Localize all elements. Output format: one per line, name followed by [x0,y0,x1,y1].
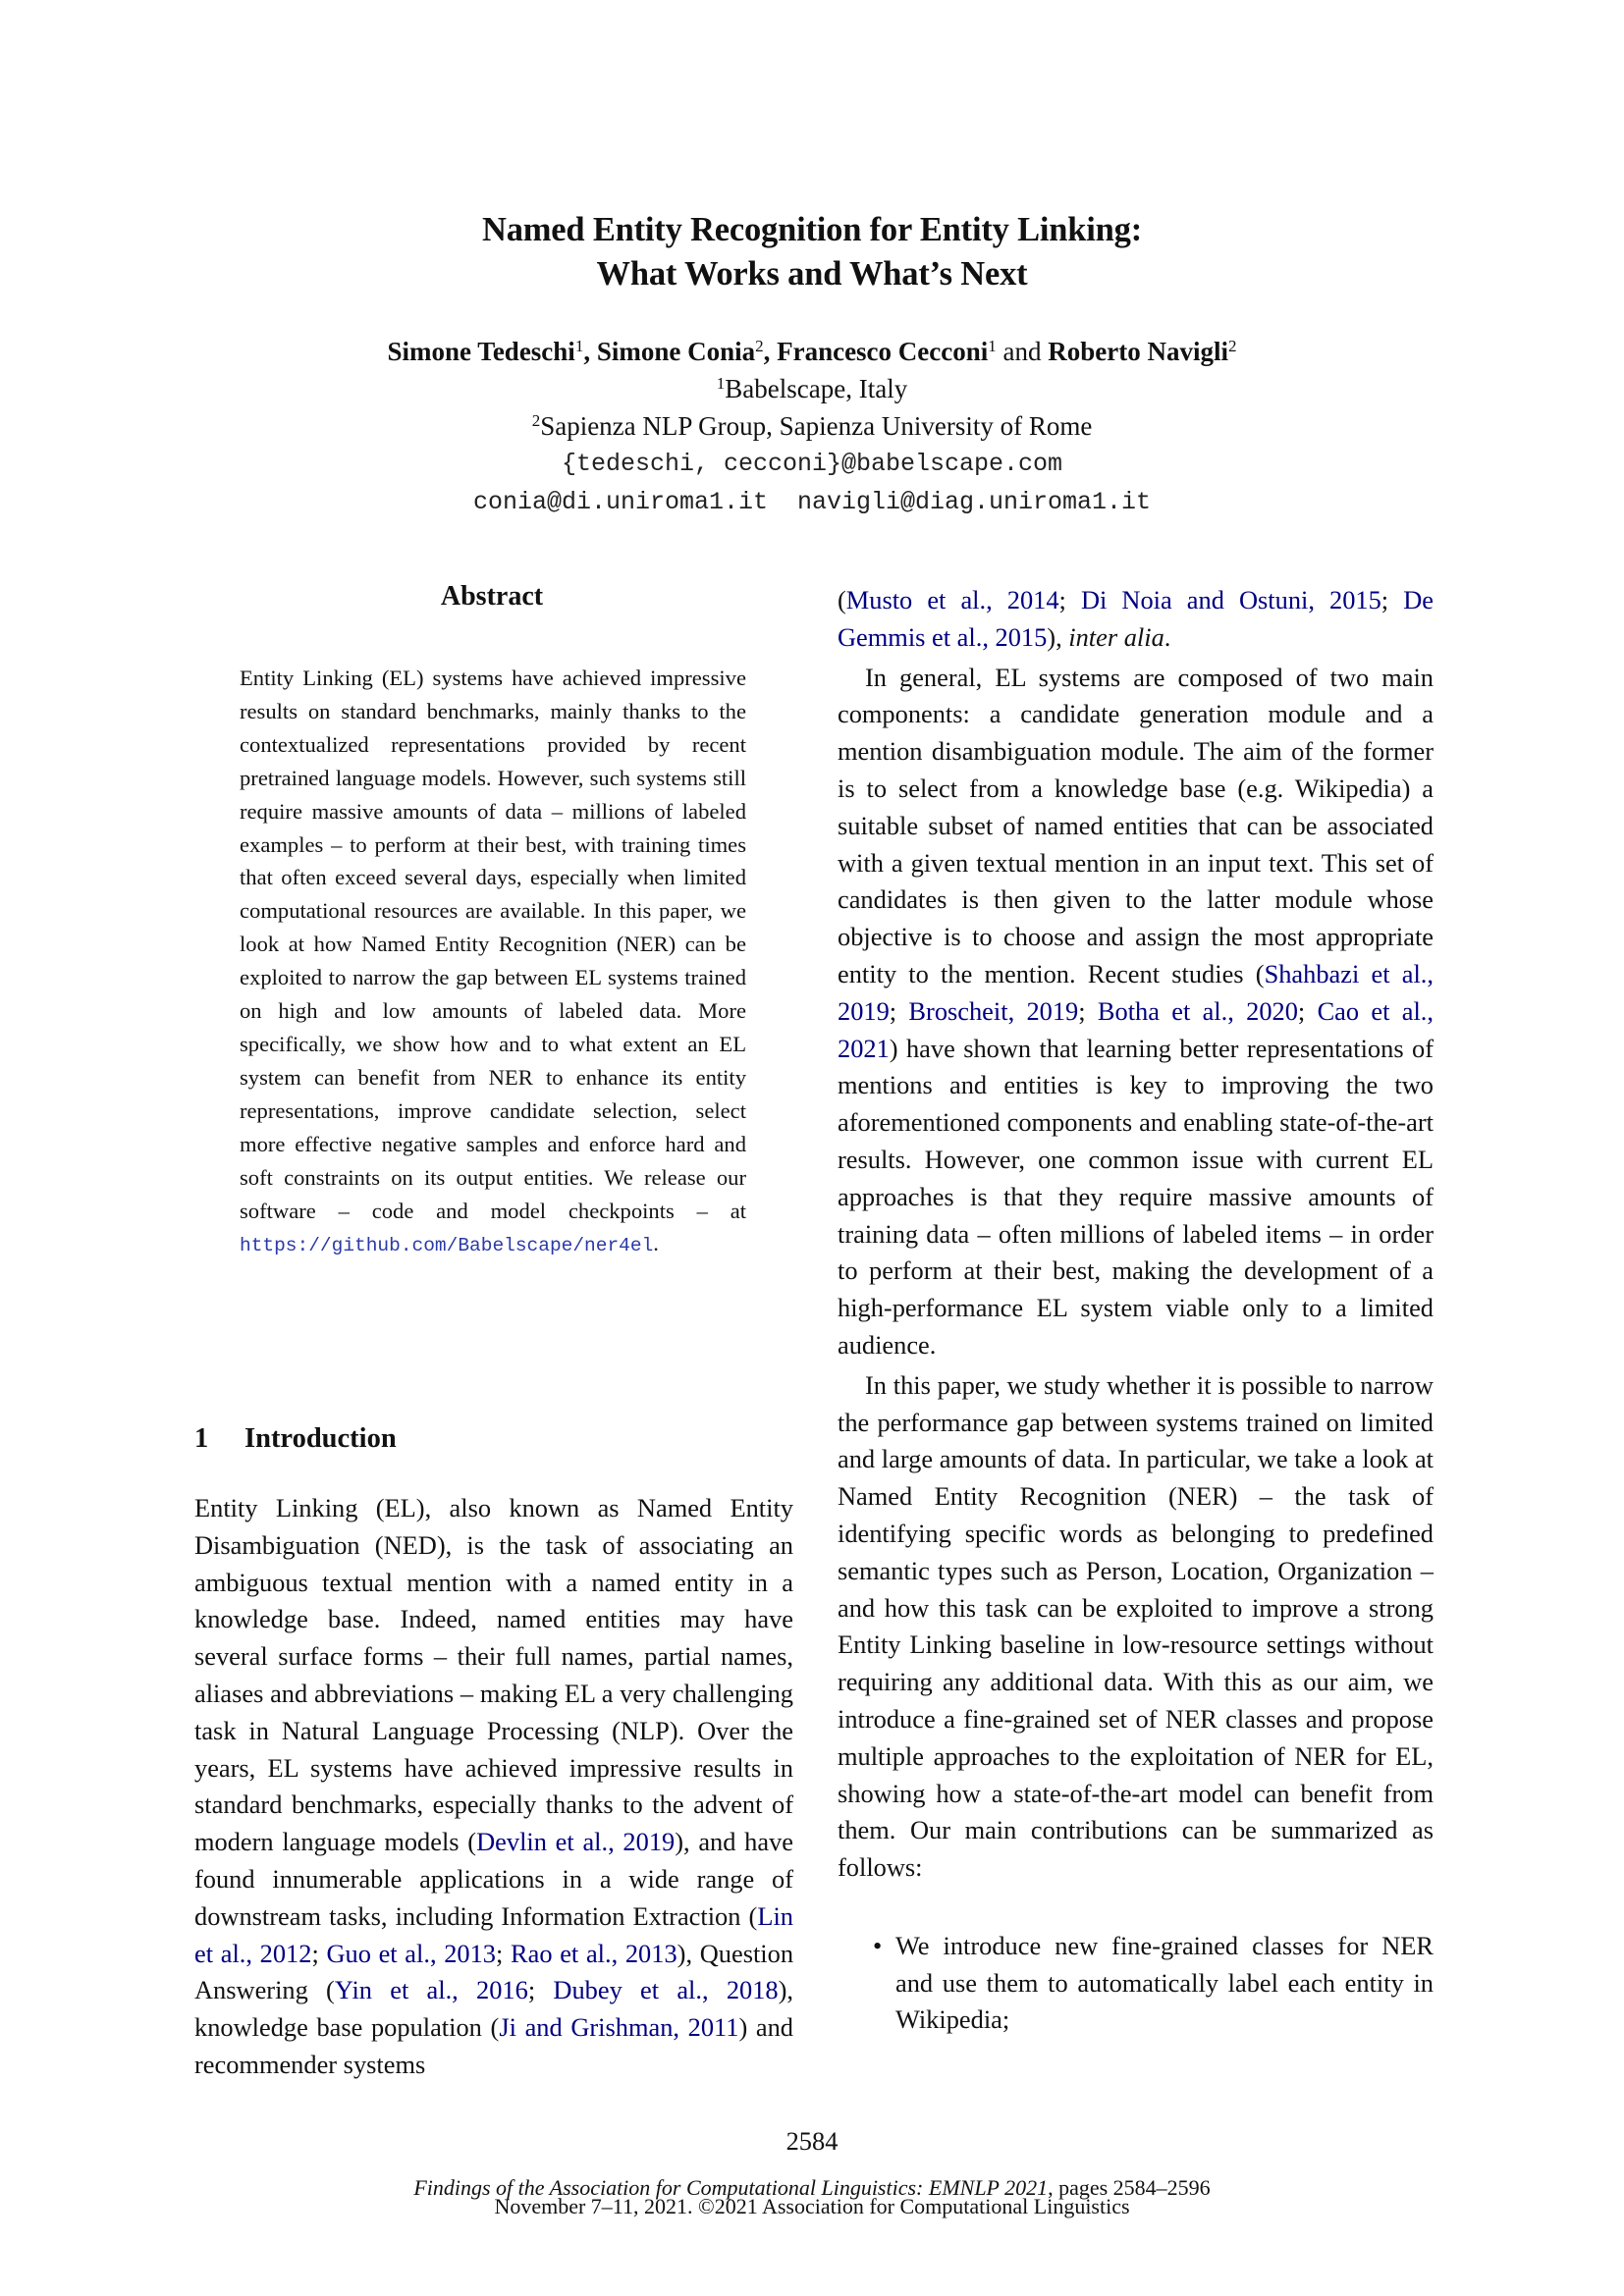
separator: ; [1380,585,1404,614]
separator: ; [1058,585,1081,614]
citation-link[interactable]: De Gemmis et al., 2015 [838,585,1434,652]
title-line-1: Named Entity Recognition for Entity Linking: [482,211,1142,248]
separator: ; [1297,995,1318,1026]
author-affil-mark: 1 [574,337,584,355]
author-name: Francesco Cecconi [777,337,989,366]
abstract-text: Entity Linking (EL) systems have achieved impressive results on standard benchmarks, mainly thanks to the contextualized representations provided by recent pretrained language models. However, such systems still require massive amounts of data – millions of labeled examples – to perform at their best, with training times that often exceed several days, especially when limited computational resources are available. In this paper, we look at how Named Entity Recognition (NER) can be exploited to narrow the gap between EL systems trained on high and low amounts of labeled data. More specifically, we show how and to what extent an EL system can benefit from NER to enhance its entity representations, improve candidate selection, select more effective negative samples and enforce hard and soft constraints on its output entities. We release our software – code and model checkpoints – at [240,666,746,1223]
citation-link[interactable]: Lin et al., 2012 [194,1900,793,1968]
separator: ; [1078,995,1098,1026]
abstract-body [240,662,746,1263]
author-name: Roberto Navigli [1048,337,1228,366]
separator: ; [527,1975,554,2005]
contribution-item [838,1928,1434,2039]
title-line-2: What Works and What’s Next [596,255,1028,293]
intro-right-column [838,582,1434,2039]
paragraph-text: ( [838,585,846,614]
code-link[interactable]: https://github.com/Babelscape/ner4el [240,1235,654,1257]
email-line-1: {tedeschi, cecconi}@babelscape.com [561,450,1063,478]
venue-pages: , pages 2584–2596 [1048,2175,1211,2200]
separator: ; [496,1938,512,1968]
paragraph-text: In general, EL systems are composed of two main components: a candidate generation module and a mention disambiguation module. The aim of the former is to select from a knowledge base (e.g. Wikipedia) a suitable subset of named entities that can be associated with a given textual mention in an input text. This set of candidates is then given to the latter module whose objective is to choose and assign the most appropriate entity to the mention. Recent studies ( [838,662,1434,988]
paragraph-text: ), knowledge base population ( [194,1975,793,2043]
author-affil-mark: 2 [1227,337,1237,355]
citation-link[interactable]: Rao et al., 2013 [511,1938,677,1968]
affiliation-2 [0,407,1624,445]
author-separator: , [583,337,597,366]
intro-paragraph-2 [838,660,1434,1364]
section-number: 1 [194,1423,209,1454]
venue-name: Findings of the Association for Computational Linguistics: EMNLP 2021 [413,2175,1049,2200]
citation-link[interactable]: Broscheit, 2019 [908,995,1079,1026]
paragraph-text: ), [1047,621,1069,652]
citation-link[interactable]: Devlin et al., 2019 [476,1827,676,1857]
author-list [0,333,1624,370]
affil-text: Sapienza NLP Group, Sapienza University of Rome [540,411,1093,441]
affiliation-1 [0,370,1624,407]
section-heading-introduction [194,1423,397,1455]
venue-footer [0,2175,1624,2218]
intro-paragraph-3: In this paper, we study whether it is possible to narrow the performance gap between systems trained on limited and large amounts of data. In particular, we take a look at Named Entity Recognition (NER) – the task of identifying specific words as belonging to predefined semantic types such as Person, Location, Organization – and how this task can be exploited to improve a strong Entity Linking baseline in low-resource settings without requiring any additional data. With this as our aim, we introduce a fine-grained set of NER classes and propose multiple approaches to the exploitation of NER for EL, showing how a state-of-the-art model can benefit from them. Our main contributions can be summarized as follows: [838,1369,1434,1883]
paragraph-text: ) have shown that learning better representations of mentions and entities is key to improving the two aforementioned components and enabling state-of-the-art results. However, one common issue with current EL approaches is that they require massive amounts of training data – often millions of labeled items – in order to perform at their best, making the development of a high-performance EL system viable only to a limited audience. [838,1033,1434,1360]
contribution-text: We introduce new fine-grained classes for NER and use them to automatically label each entity in Wikipedia; [895,1930,1434,2035]
intro-paragraph-1 [194,1490,793,2084]
paragraph-text: ), and have found innumerable applications in a wide range of downstream tasks, including Information Extraction ( [194,1827,793,1931]
affil-mark: 2 [531,411,541,430]
abstract-end: . [653,1231,659,1256]
page-number: 2584 [785,2126,839,2156]
citation-link[interactable]: Di Noia and Ostuni, 2015 [1080,585,1381,614]
intro-paragraph-1-continued [838,582,1434,657]
paragraph-text: ), Question Answering ( [194,1938,794,2005]
citation-link[interactable]: Botha et al., 2020 [1097,995,1298,1026]
citation-link[interactable]: Dubey et al., 2018 [553,1975,779,2005]
intro-left-column [194,1490,793,2084]
citation-link[interactable]: Musto et al., 2014 [845,585,1059,614]
citation-link[interactable]: Ji and Grishman, 2011 [499,2012,739,2043]
citation-link[interactable]: Yin et al., 2016 [334,1975,528,2005]
author-separator: and [996,337,1049,366]
author-affil-mark: 2 [755,337,764,355]
author-affil-mark: 1 [988,337,997,355]
affil-text: Babelscape, Italy [725,374,908,403]
section-title: Introduction [244,1423,397,1454]
paragraph-text: Entity Linking (EL), also known as Named Entity Disambiguation (NED), is the task of associating an ambiguous textual mention with a named entity in a knowledge base. Indeed, named entities may have several surface forms – their full names, partial names, aliases and abbreviations – making EL a very challenging task in Natural Language Processing (NLP). Over the years, EL systems have achieved impressive results in standard benchmarks, especially thanks to the advent of modern language models ( [194,1493,793,1857]
paper-title [0,208,1624,296]
contributions-list [838,1928,1434,2039]
author-separator: , [763,337,778,366]
citation-link[interactable]: Guo et al., 2013 [326,1938,497,1968]
bullet-icon: • [873,1930,883,1960]
affil-mark: 1 [716,374,726,393]
email-line-2: conia@di.uniroma1.it navigli@diag.uniroma1.it [472,488,1152,516]
separator: ; [311,1938,327,1968]
citation-link[interactable]: Cao et al., 2021 [838,995,1434,1063]
citation-link[interactable]: Shahbazi et al., 2019 [838,958,1434,1026]
abstract-heading: Abstract [440,581,544,612]
author-name: Simone Conia [596,337,756,366]
emphasis-text: inter alia [1068,621,1164,652]
paragraph-text: ) and recommender systems [194,2012,793,2079]
author-name: Simone Tedeschi [387,337,575,366]
separator: ; [889,995,909,1026]
paragraph-text: . [1164,621,1171,652]
venue-line-2: November 7–11, 2021. ©2021 Association for Computational Linguistics [494,2194,1130,2218]
